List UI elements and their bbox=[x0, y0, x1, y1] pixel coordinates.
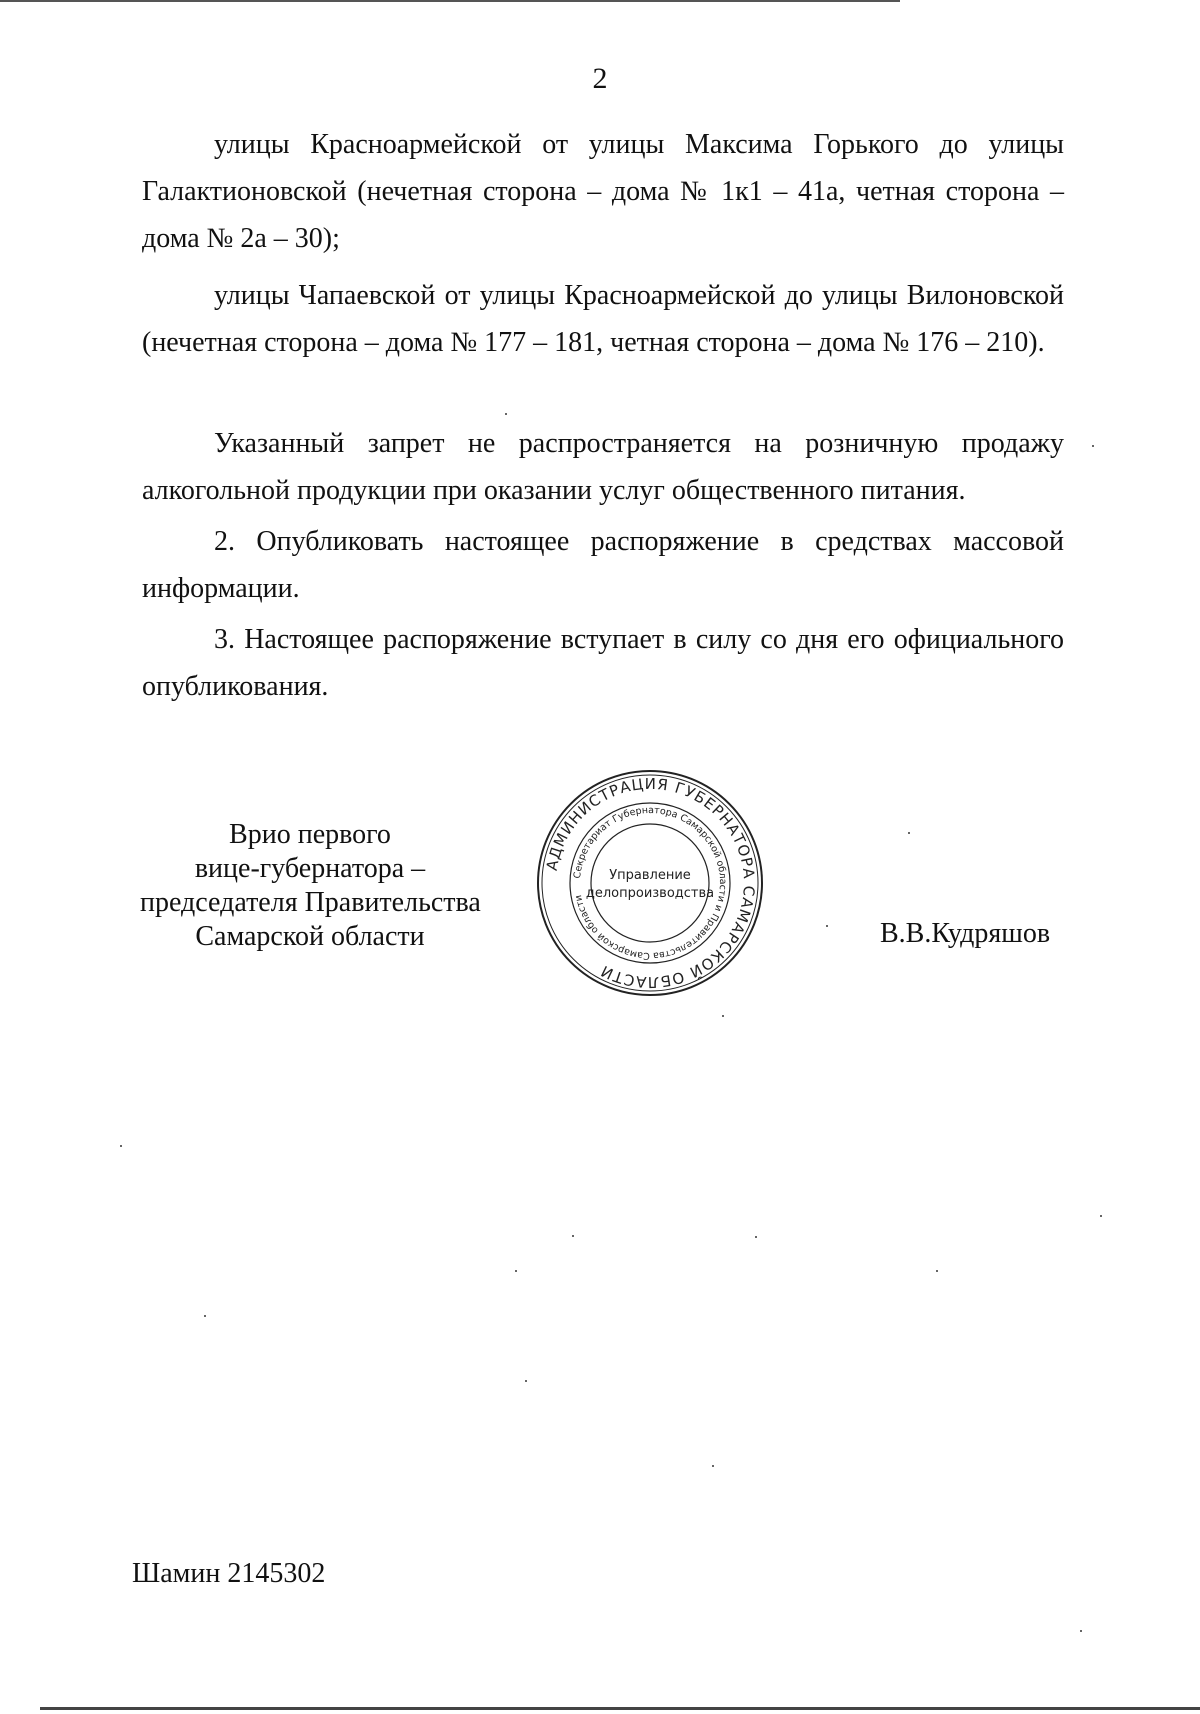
page-number: 2 bbox=[592, 62, 608, 95]
scan-speck bbox=[525, 1380, 527, 1382]
paragraph-item-3: 3. Настоящее распоряжение вступает в силу со дня его официального опубликования. bbox=[142, 624, 1064, 702]
scan-speck bbox=[515, 1270, 517, 1272]
scan-speck bbox=[1080, 1630, 1082, 1632]
paragraph-exception: Указанный запрет не распространяется на розничную продажу алкогольной продукции при оказании услуг общественного питания. bbox=[142, 428, 1064, 506]
scan-speck bbox=[120, 1145, 122, 1147]
seal-center-line: делопроизводства bbox=[585, 886, 715, 901]
scan-speck bbox=[755, 1236, 757, 1238]
seal-middle-ring bbox=[570, 803, 730, 963]
scan-edge-top bbox=[0, 0, 900, 2]
signatory-name: В.В.Кудряшов bbox=[880, 918, 1051, 949]
scan-speck bbox=[572, 1235, 574, 1237]
paragraph-item-2: 2. Опубликовать настоящее распоряжение в средствах массовой информации. bbox=[142, 526, 1064, 604]
seal-inner-ring bbox=[591, 824, 709, 942]
scan-speck bbox=[505, 413, 507, 415]
scan-speck bbox=[722, 1015, 724, 1017]
signatory-title-line: Врио первого bbox=[229, 819, 391, 850]
scan-edge-bottom bbox=[40, 1707, 1200, 1710]
official-seal-stamp bbox=[535, 768, 765, 998]
signatory-title-line: Самарской области bbox=[195, 921, 425, 952]
scan-speck bbox=[204, 1315, 206, 1317]
executor-contact: Шамин 2145302 bbox=[132, 1558, 326, 1589]
scan-speck bbox=[712, 1465, 714, 1467]
scan-speck bbox=[908, 832, 910, 834]
paragraph-street-chapaevskaya: улицы Чапаевской от улицы Красноармейской до улицы Вилоновской (нечетная сторона – дома № 177 – 181, четная сторона – дома № 176 – 210). bbox=[142, 280, 1064, 358]
scan-speck bbox=[1092, 445, 1094, 447]
scan-speck bbox=[826, 925, 828, 927]
signatory-title-line: председателя Правительства bbox=[140, 887, 481, 918]
seal-center-line: Управление bbox=[609, 868, 691, 883]
paragraph-street-krasnoarmeyskaya: улицы Красноармейской от улицы Максима Горького до улицы Галактионовской (нечетная сторона – дома № 1к1 – 41а, четная сторона – дома № 2а – 30); bbox=[142, 129, 1064, 254]
seal-inner-text: Секретариат Губернатора Самарской области и Правительства Самарской области bbox=[572, 804, 729, 962]
seal-outer-ring bbox=[538, 771, 762, 995]
signatory-title-line: вице-губернатора – bbox=[194, 853, 426, 884]
scan-speck bbox=[1100, 1215, 1102, 1217]
seal-outer-text: АДМИНИСТРАЦИЯ ГУБЕРНАТОРА САМАРСКОЙ ОБЛАСТИ bbox=[542, 774, 759, 992]
scan-speck bbox=[936, 1270, 938, 1272]
signatory-title bbox=[140, 818, 480, 954]
